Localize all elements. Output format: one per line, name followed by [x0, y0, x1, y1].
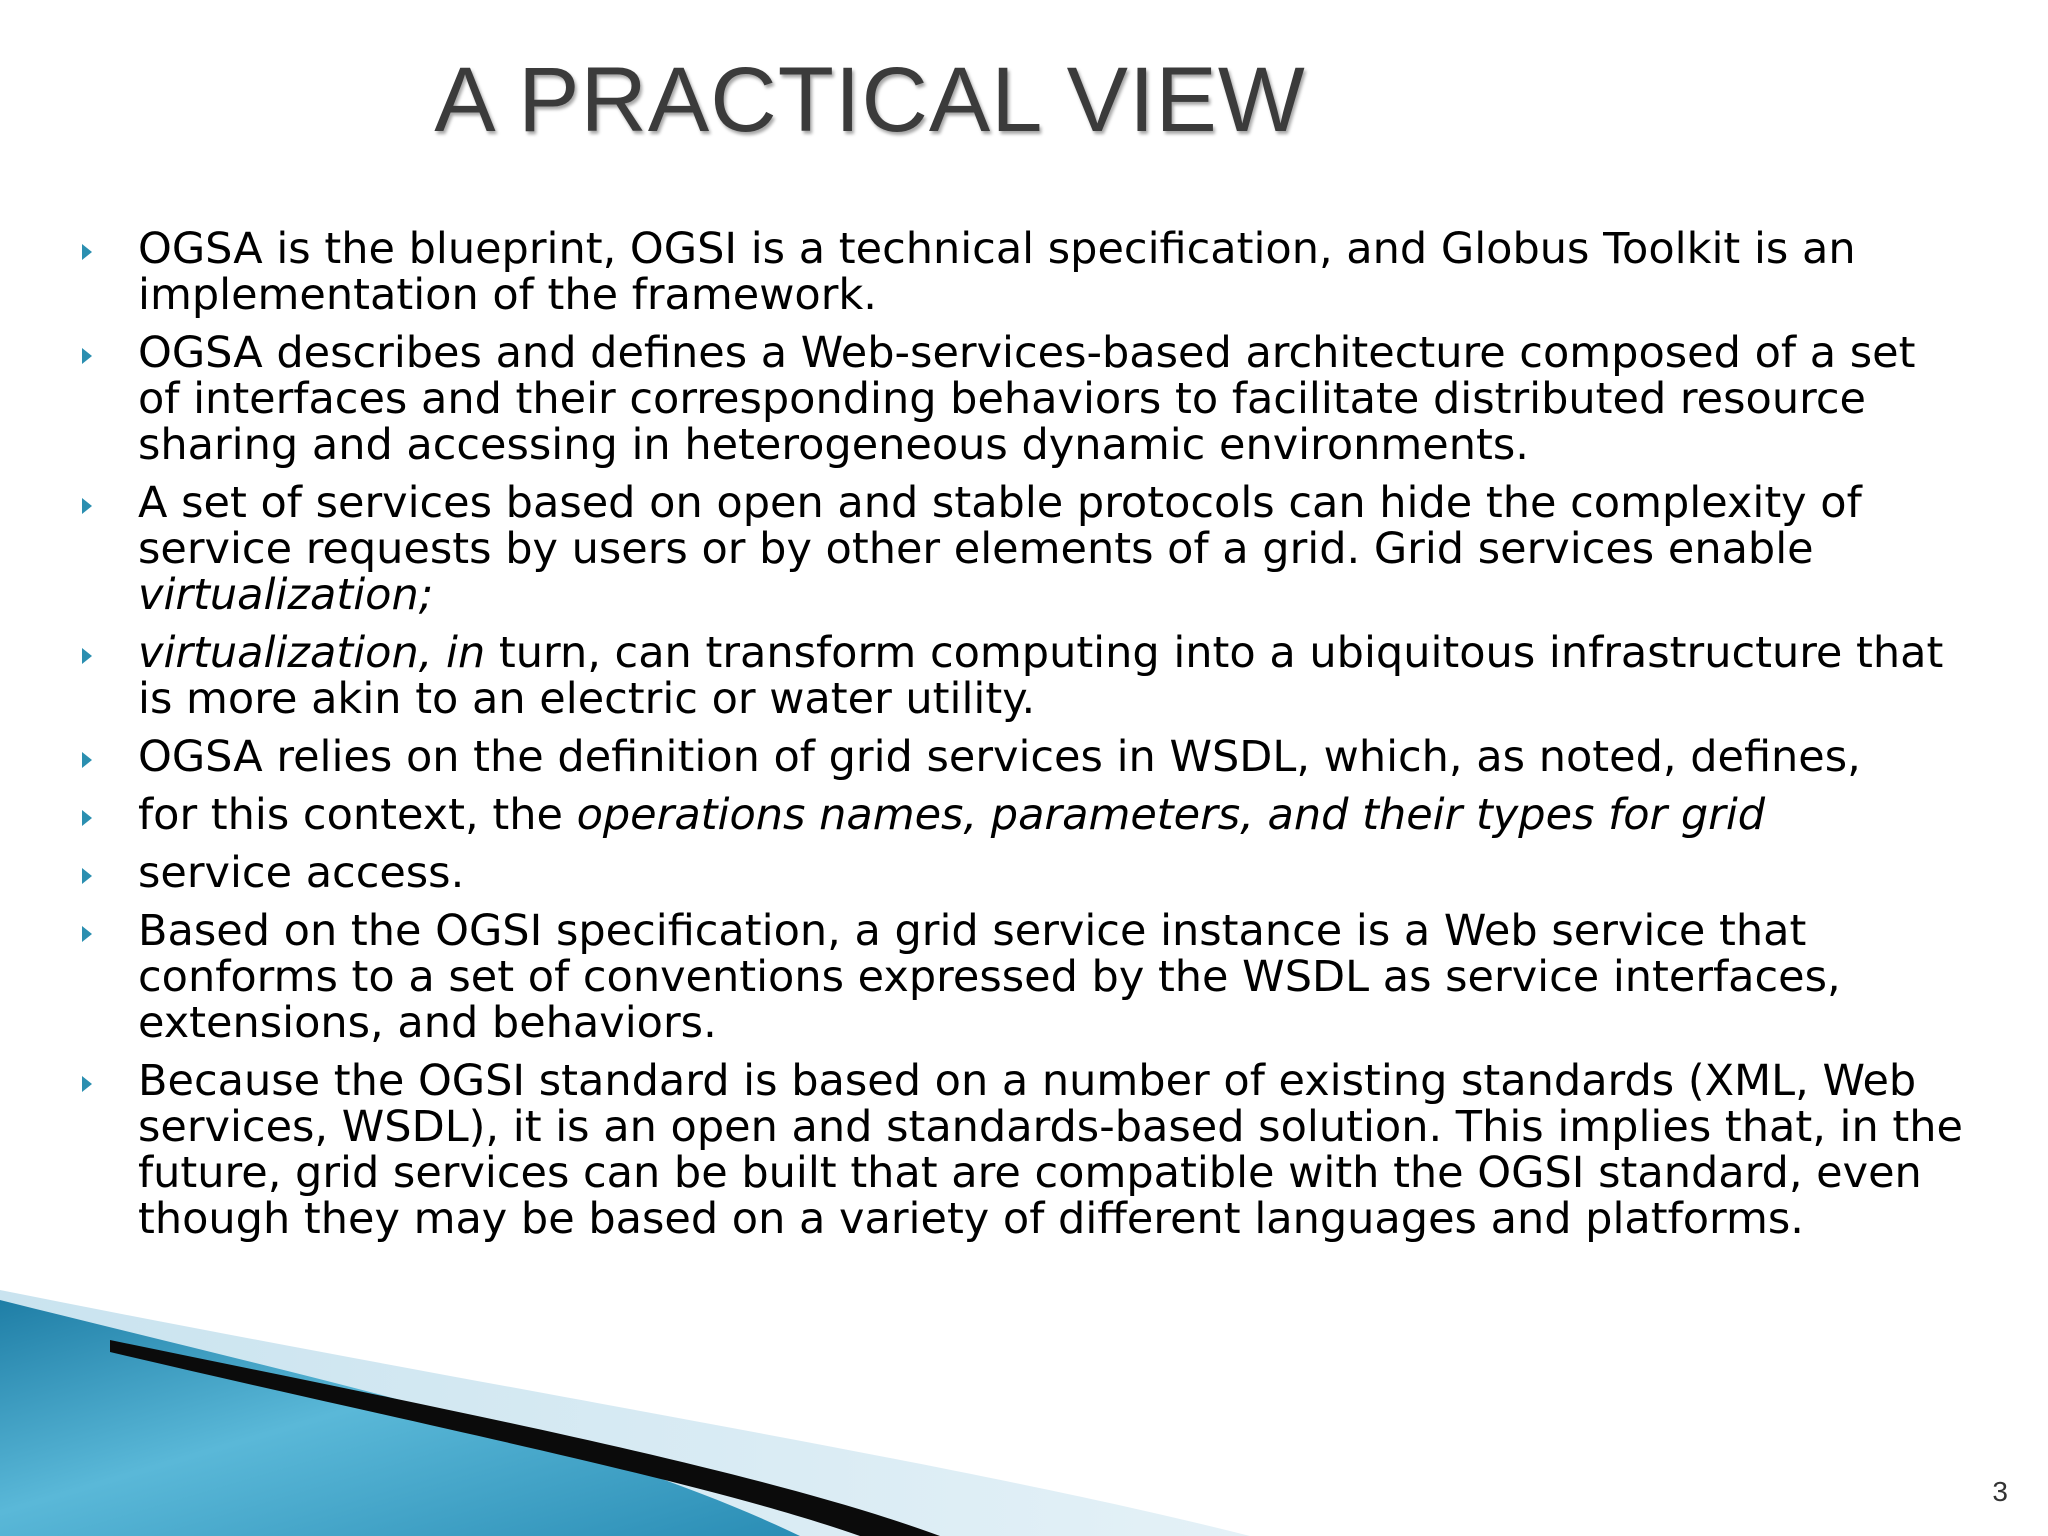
- bullet-text: OGSA describes and defines a Web-services-based architecture composed of a set of interfaces and their corresponding behaviors to facilitate distributed resource sharing and accessing in heterogeneous dynamic environments.: [138, 328, 1916, 470]
- bullet-item: [78, 1058, 1968, 1242]
- triangle-bullet-icon: [82, 752, 92, 768]
- bullet-item: [78, 330, 1968, 468]
- bullet-item: [78, 630, 1968, 722]
- triangle-bullet-icon: [82, 926, 92, 942]
- bullet-item: [78, 850, 1968, 896]
- triangle-bullet-icon: [82, 648, 92, 664]
- bullet-item: [78, 734, 1968, 780]
- triangle-bullet-icon: [82, 868, 92, 884]
- bullet-text: service access.: [138, 848, 465, 898]
- bullet-text-italic: virtualization, in: [138, 628, 486, 678]
- bullet-item: [78, 480, 1968, 618]
- page-number: 3: [1992, 1476, 2008, 1507]
- bullet-text: turn, can transform computing into a ubiquitous infrastructure that is more akin to an electric or water utility.: [138, 628, 1944, 724]
- bullet-text: Because the OGSI standard is based on a number of existing standards (XML, Web services, WSDL), it is an open and standards-based solution. This implies that, in the future, grid services can be built that are compatible with the OGSI standard, even though they may be based on a variety of different languages and platforms.: [138, 1056, 1963, 1244]
- triangle-bullet-icon: [82, 810, 92, 826]
- triangle-bullet-icon: [82, 348, 92, 364]
- bullet-list: [78, 226, 1968, 1254]
- bullet-item: [78, 908, 1968, 1046]
- bullet-text: for this context, the: [138, 790, 577, 840]
- bullet-text-italic: operations names, parameters, and their types for grid: [576, 790, 1766, 840]
- bullet-item: [78, 792, 1968, 838]
- bullet-item: [78, 226, 1968, 318]
- triangle-bullet-icon: [82, 1076, 92, 1092]
- triangle-bullet-icon: [82, 498, 92, 514]
- bullet-text: Based on the OGSI specification, a grid service instance is a Web service that conforms to a set of conventions expressed by the WSDL as service interfaces, extensions, and behaviors.: [138, 906, 1841, 1048]
- bullet-text: OGSA relies on the definition of grid services in WSDL, which, as noted, defines,: [138, 732, 1861, 782]
- bullet-text: OGSA is the blueprint, OGSI is a technical specification, and Globus Toolkit is an implementation of the framework.: [138, 224, 1856, 320]
- triangle-bullet-icon: [82, 244, 92, 260]
- slide-title: A PRACTICAL VIEW: [434, 49, 1306, 151]
- bullet-text-italic: virtualization;: [138, 570, 434, 620]
- bullet-text: A set of services based on open and stable protocols can hide the complexity of service requests by users or by other elements of a grid. Grid services enable: [138, 478, 1862, 574]
